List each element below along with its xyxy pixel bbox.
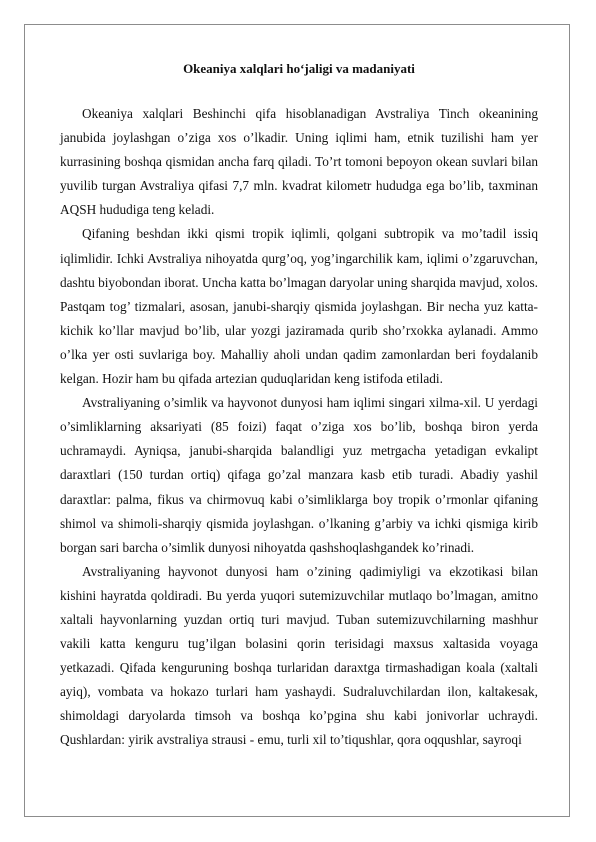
document-body <box>60 60 538 753</box>
paragraph-1: Okeaniya xalqlari Beshinchi qifa hisoblanadigan Avstraliya Tinch okeanining janubida joylashgan o’ziga xos o’lkadir. Uning iqlimi ham, etnik tuzilishi ham yer kurrasining boshqa qismidan ancha farq qiladi. To’rt tomoni bepoyon okean suvlari bilan yuvilib turgan Avstraliya qifasi 7,7 mln. kvadrat kilometr hududga ega bo’lib, taxminan AQSH hududiga teng keladi. <box>60 106 538 218</box>
paragraph-4: Avstraliyaning hayvonot dunyosi ham o’zining qadimiyligi va ekzotikasi bilan kishini hayratda qoldiradi. Bu yerda yuqori sutemizuvchilar mutlaqo bo’lmagan, amitno xaltali hayvonlarning yuzdan ortiq turi mavjud. Tuban sutemizuvchilarning mashhur vakili katta kenguru tug’ilgan bolasini qorin terisidagi maxsus xaltasida voyaga yetkazadi. Qifada kenguruning boshqa turlaridan daraxtga tirmashadigan koala (xaltali ayiq), vombata va hokazo turlari ham yashaydi. Sudraluvchilardan ilon, kaltakesak, shimoldagi daryolarda timsoh va boshqa ko’pgina shu kabi jonivorlar uchraydi. Qushlardan: yirik avstraliya strausi - emu, turli xil to’tiqushlar, qora oqqushlar, sayroqi <box>60 563 538 748</box>
document-title: Okeaniya xalqlari ho‘jaligi va madaniyati <box>183 61 415 76</box>
paragraph-3: Avstraliyaning o’simlik va hayvonot dunyosi ham iqlimi singari xilma-xil. U yerdagi o’simliklarning aksariyati (85 foizi) faqat o’ziga xos bo’lib, boshqa biron yerda uchramaydi. Ayniqsa, janubi-sharqida balandligi yuz metrgacha yetadigan evkalipt daraxtlari (150 turdan ortiq) qifaga go’zal manzara kasb etib turadi. Abadiy yashil daraxtlar: palma, fikus va chirmovuq kabi o’simliklarga boy tropik o’rmonlar qifaning shimol va shimoli-sharqiy qismida joylashgan. o’lkaning g’arbiy va ichki qismiga kirib borgan sari barcha o’simlik dunyosi nihoyatda qashshoqlashgandek ko’rinadi. <box>60 395 538 555</box>
paragraph-2: Qifaning beshdan ikki qismi tropik iqlimli, qolgani subtropik va mo’tadil issiq iqlimlidir. Ichki Avstraliya nihoyatda qurg’oq, yog’ingarchilik kam, iqlimi o’zgaruvchan, dashtu biyobondan iborat. Uncha katta bo’lmagan daryolar uning sharqida mavjud, xolos. Pastqam tog’ tizmalari, asosan, janubi-sharqiy qismida joylashgan. Bir necha yuz katta-kichik ko’llar mavjud bo’lib, ular yozgi jaziramada qurib sho’rxokka aylanadi. Ammo o’lka yer osti suvlariga boy. Mahalliy aholi undan qadim zamonlardan beri foydalanib kelgan. Hozir ham bu qifada artezian quduqlaridan keng istifoda etiladi. <box>60 226 538 387</box>
